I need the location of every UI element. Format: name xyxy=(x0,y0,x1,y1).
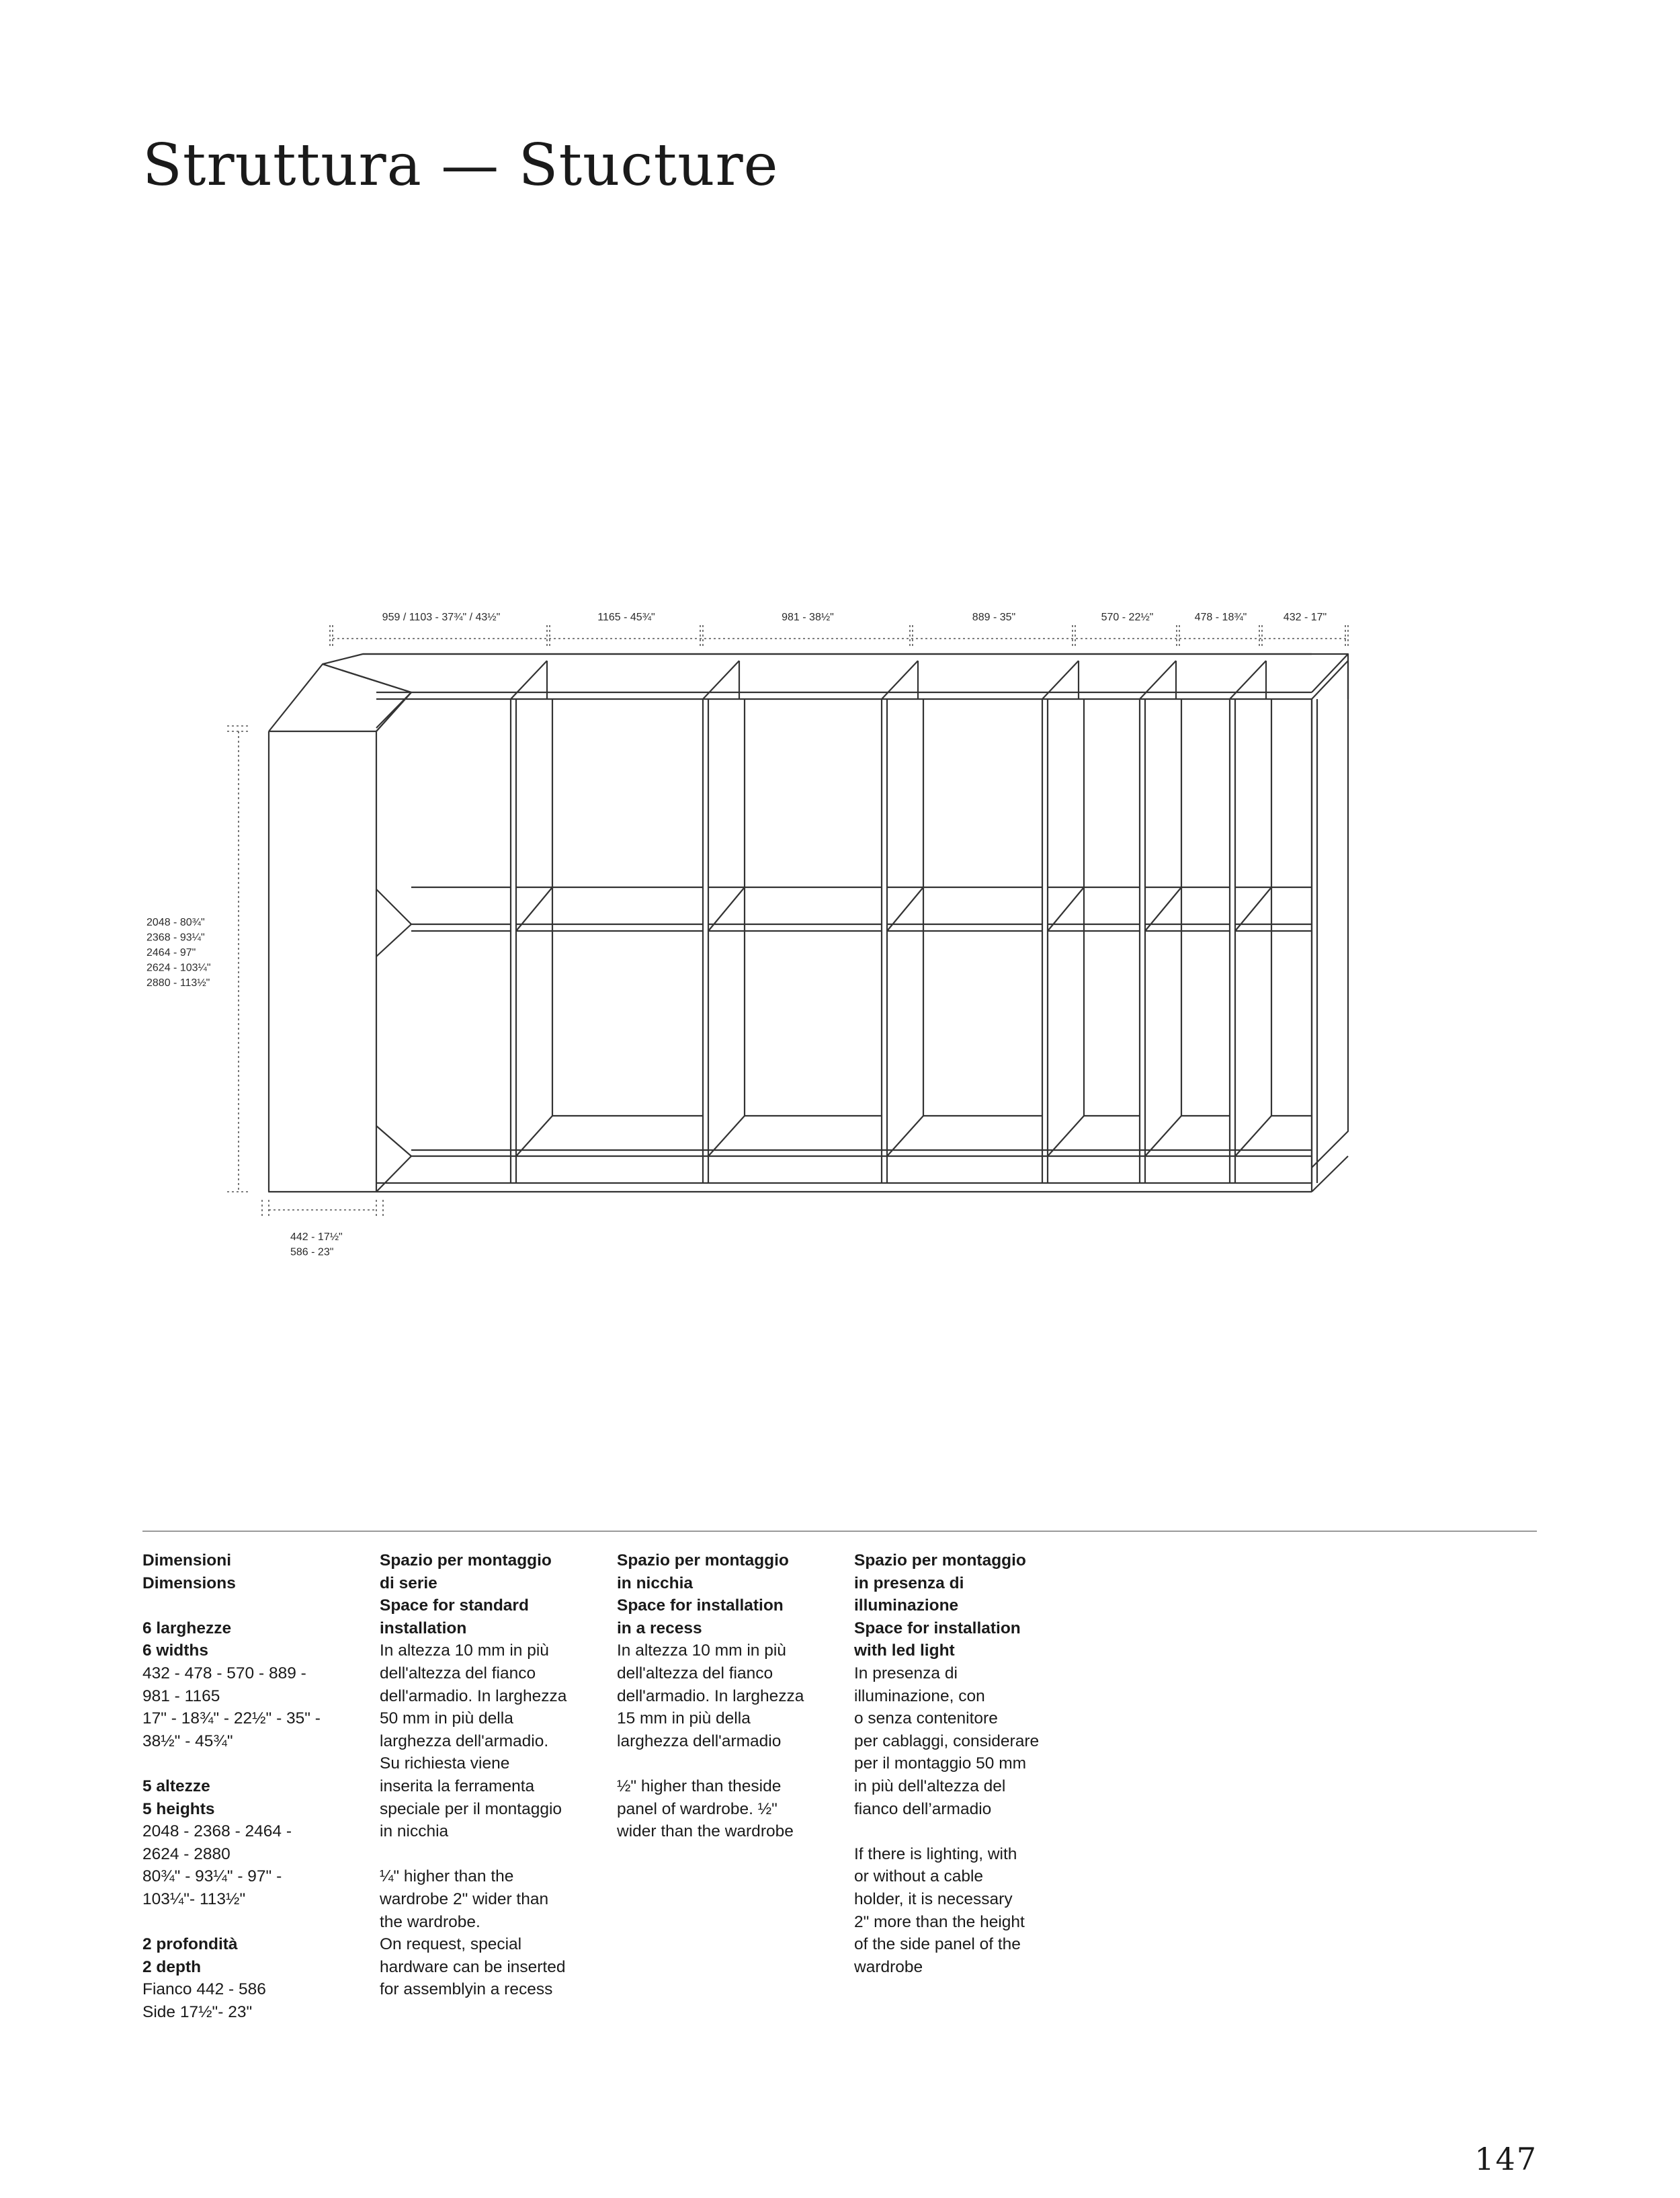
corner-top-diagonal xyxy=(376,692,411,728)
spec-text-line: larghezza dell'armadio. xyxy=(380,1732,549,1750)
spec-heading-line: Dimensions xyxy=(142,1574,236,1592)
spec-text-line: 2624 - 2880 xyxy=(142,1844,230,1863)
spec-heading-line: Dimensioni xyxy=(142,1551,232,1570)
page-number: 147 xyxy=(1474,2141,1538,2177)
spec-text-line: inserita la ferramenta xyxy=(380,1777,535,1795)
spec-text-line: fianco dell’armadio xyxy=(854,1799,992,1818)
carcass-top-back xyxy=(323,654,1348,1168)
spec-block xyxy=(142,1933,364,2023)
spec-heading-line: Space for installation xyxy=(854,1619,1021,1637)
spec-heading-line: Space for installation xyxy=(617,1596,784,1615)
height-dimension-label: 2048 - 80¾" xyxy=(146,917,205,928)
spec-text-line: In altezza 10 mm in più xyxy=(380,1641,549,1660)
spec-block xyxy=(380,1865,601,2001)
spec-heading-line: Space for standard xyxy=(380,1596,529,1615)
width-dimension-label: 432 - 17" xyxy=(1283,612,1327,623)
spec-heading-line: installation xyxy=(380,1619,467,1637)
divider-top-perspective xyxy=(703,661,739,699)
spec-text-line: 15 mm in più della xyxy=(617,1709,751,1728)
spec-text-line: In altezza 10 mm in più xyxy=(617,1641,786,1660)
spec-text-line: 432 - 478 - 570 - 889 - xyxy=(142,1664,306,1682)
spec-heading-line: 2 profondità xyxy=(142,1935,238,1954)
corner-shelf-diagonal xyxy=(376,924,411,956)
spec-block xyxy=(142,1549,364,1594)
height-dimension-label: 2464 - 97" xyxy=(146,947,196,959)
width-dimension-label: 1165 - 45¾" xyxy=(597,612,655,623)
spec-text-line: 2048 - 2368 - 2464 - xyxy=(142,1822,292,1841)
spec-text-line: Side 17½"- 23" xyxy=(142,2002,253,2021)
spec-text-line: wardrobe 2" wider than xyxy=(380,1889,549,1908)
spec-text-line: 17" - 18¾" - 22½" - 35" - xyxy=(142,1709,321,1728)
spec-text-line: in più dell'altezza del xyxy=(854,1777,1006,1795)
spec-text-line: panel of wardrobe. ½" xyxy=(617,1799,778,1818)
page-title: Struttura — Stucture xyxy=(142,132,779,199)
spec-text-line: or without a cable xyxy=(854,1867,984,1886)
spec-heading-line: in a recess xyxy=(617,1619,702,1637)
corner-floor-diagonal xyxy=(376,1126,411,1156)
spec-text-line: Su richiesta viene xyxy=(380,1754,510,1773)
spec-block xyxy=(617,1775,839,1843)
spec-heading-line: Spazio per montaggio xyxy=(380,1551,552,1570)
spec-text-line: If there is lighting, with xyxy=(854,1844,1017,1863)
spec-block xyxy=(380,1549,601,1843)
spec-text-line: dell'armadio. In larghezza xyxy=(617,1686,804,1705)
spec-heading-line: Spazio per montaggio xyxy=(854,1551,1026,1570)
spec-text-line: 80¾" - 93¼" - 97" - xyxy=(142,1867,282,1886)
spec-text-line: wardrobe xyxy=(854,1957,923,1976)
corner-shelf-diagonal xyxy=(376,889,411,924)
spec-text-line: for assemblyin a recess xyxy=(380,1980,553,1999)
spec-text-line: Fianco 442 - 586 xyxy=(142,1980,266,1999)
spec-block xyxy=(854,1843,1076,1979)
spec-text-line: ½" higher than theside xyxy=(617,1777,782,1795)
spec-block xyxy=(142,1617,364,1753)
corner-panel-top xyxy=(269,664,411,731)
divider-top-perspective xyxy=(1312,661,1348,699)
spec-text-line: of the side panel of the xyxy=(854,1935,1021,1954)
divider-top-perspective xyxy=(1140,661,1176,699)
divider-top-perspective xyxy=(1230,661,1266,699)
divider-top-perspective xyxy=(1042,661,1079,699)
spec-text-line: per il montaggio 50 mm xyxy=(854,1754,1027,1773)
height-dimension-label: 2368 - 93¼" xyxy=(146,932,205,944)
height-dimension-label: 2624 - 103¼" xyxy=(146,962,211,974)
spec-text-line: dell'armadio. In larghezza xyxy=(380,1686,567,1705)
spec-text-line: 981 - 1165 xyxy=(142,1686,220,1705)
width-dimension-label: 478 - 18¾" xyxy=(1194,612,1247,623)
spec-text-line: holder, it is necessary xyxy=(854,1889,1013,1908)
spec-text-line: wider than the wardrobe xyxy=(617,1822,794,1841)
spec-text-line: larghezza dell'armadio xyxy=(617,1732,782,1750)
led-light-installation-column xyxy=(854,1549,1076,2001)
spec-text-line: in nicchia xyxy=(380,1822,449,1841)
recess-installation-column xyxy=(617,1549,839,1865)
spec-block xyxy=(142,1775,364,1911)
spec-heading-line: 5 heights xyxy=(142,1799,215,1818)
standard-installation-column xyxy=(380,1549,601,2023)
spec-heading-line: 6 larghezze xyxy=(142,1619,232,1637)
width-dimension-label: 570 - 22½" xyxy=(1101,612,1154,623)
depth-dimension-label: 442 - 17½" xyxy=(290,1231,343,1243)
spec-text-line: dell'altezza del fianco xyxy=(380,1664,536,1682)
section-divider xyxy=(142,1531,1537,1532)
divider-top-perspective xyxy=(511,661,547,699)
spec-text-line: 2" more than the height xyxy=(854,1912,1025,1931)
width-dimension-label: 889 - 35" xyxy=(972,612,1016,623)
spec-text-line: 50 mm in più della xyxy=(380,1709,513,1728)
spec-heading-line: 2 depth xyxy=(142,1957,202,1976)
dimensions-column xyxy=(142,1549,364,2046)
spec-heading-line: illuminazione xyxy=(854,1596,959,1615)
spec-text-line: On request, special xyxy=(380,1935,522,1954)
spec-text-line: hardware can be inserted xyxy=(380,1957,566,1976)
spec-text-line: the wardrobe. xyxy=(380,1912,480,1931)
spec-block xyxy=(617,1549,839,1752)
corner-bottom-joint xyxy=(376,1156,411,1192)
spec-heading-line: Spazio per montaggio xyxy=(617,1551,789,1570)
spec-text-line: o senza contenitore xyxy=(854,1709,998,1728)
height-dimension-label: 2880 - 113½" xyxy=(146,977,210,989)
spec-text-line: In presenza di xyxy=(854,1664,958,1682)
spec-heading-line: with led light xyxy=(854,1641,955,1660)
corner-top-edge xyxy=(323,664,411,692)
spec-text-line: ¼" higher than the xyxy=(380,1867,514,1886)
spec-text-line: 103¼"- 113½" xyxy=(142,1889,246,1908)
spec-text-line: 38½" - 45¾" xyxy=(142,1732,233,1750)
spec-heading-line: di serie xyxy=(380,1574,437,1592)
spec-heading-line: 6 widths xyxy=(142,1641,209,1660)
spec-text-line: dell'altezza del fianco xyxy=(617,1664,773,1682)
spec-text-line: speciale per il montaggio xyxy=(380,1799,562,1818)
spec-heading-line: in presenza di xyxy=(854,1574,964,1592)
spec-text-line: illuminazione, con xyxy=(854,1686,985,1705)
right-end-top-perspective xyxy=(1312,654,1348,692)
spec-block xyxy=(854,1549,1076,1820)
depth-dimension-label: 586 - 23" xyxy=(290,1246,334,1258)
spec-heading-line: in nicchia xyxy=(617,1574,694,1592)
corner-side-panel xyxy=(269,731,376,1192)
divider-top-perspective xyxy=(882,661,918,699)
width-dimension-label: 959 / 1103 - 37¾" / 43½" xyxy=(382,612,501,623)
spec-text-line: per cablaggi, considerare xyxy=(854,1732,1040,1750)
spec-heading-line: 5 altezze xyxy=(142,1777,210,1795)
width-dimension-label: 981 - 38½" xyxy=(782,612,834,623)
